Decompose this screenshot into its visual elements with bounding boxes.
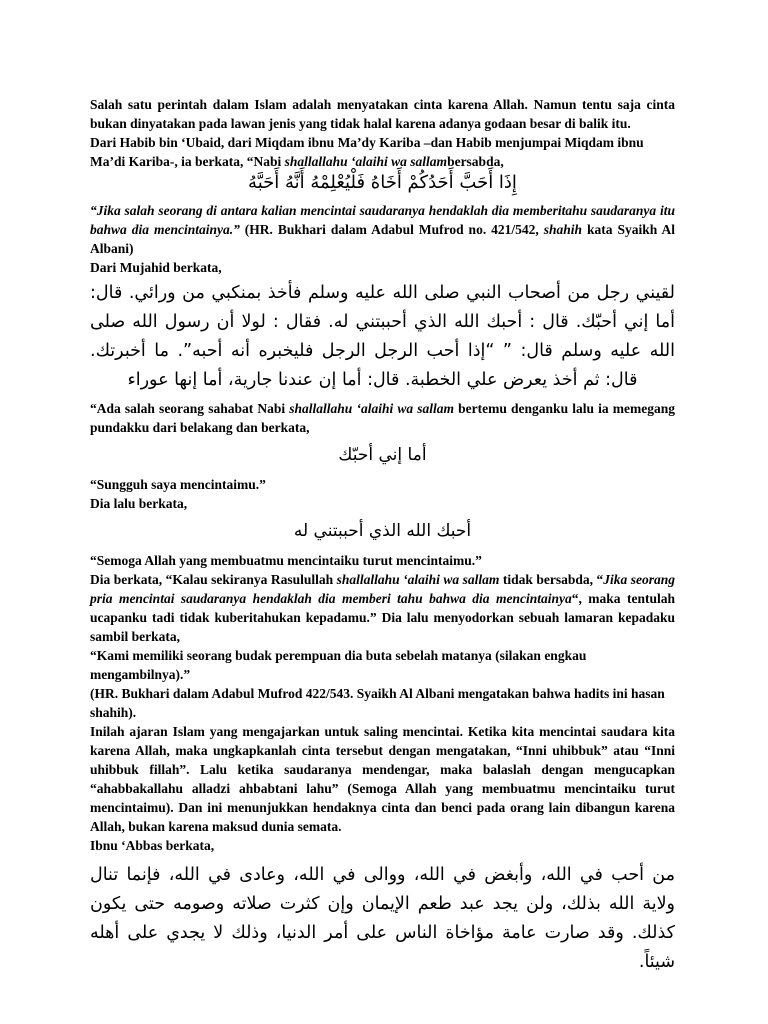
hadith-1-translation xyxy=(90,201,675,258)
hadith-2-translation xyxy=(90,399,675,437)
narration-text: Dia berkata, “Kalau sekiranya Rasulullah xyxy=(90,572,337,587)
continued-narration xyxy=(90,570,675,646)
arabic-hadith-1: إِذَا أَحَبَّ أَحَدُكُمْ أَخَاهُ فَلْيُعْلِمْهُ أَنَّهُ أَحَبَّهُ xyxy=(248,172,517,193)
arabic-phrase-ahabbaka: أحبك الله الذي أحببتني له xyxy=(293,521,472,541)
honorific-text: shallallahu ‘alaihi wa sallam xyxy=(289,401,455,416)
intro-paragraph: Salah satu perintah dalam Islam adalah menyatakan cinta karena Allah. Namun tentu saja cinta bukan dinyatakan pada lawan jenis yang tidak halal karena adanya godaan besar di balik itu. xyxy=(90,97,675,131)
translation-text-end: bertemu denganku lalu ia memegang pundakku dari belakang dan berkata, xyxy=(90,401,676,435)
narration-text-end: bersabda, xyxy=(447,154,504,169)
phrase-translation-2: “Semoga Allah yang membuatmu mencintaiku turut mencintaimu.” xyxy=(90,553,482,568)
dia-lalu-berkata: Dia lalu berkata, xyxy=(90,496,188,511)
mujahid-intro: Dari Mujahid berkata, xyxy=(90,260,222,275)
hadith-1-narration xyxy=(90,133,675,171)
grading-text: shahih xyxy=(543,222,583,237)
quoted-hadith-text: Jika seorang pria mencintai saudaranya hendaklah dia memberi tahu bahwa dia mencintainya xyxy=(90,572,675,606)
source-text: (HR. Bukhari dalam Adabul Mufrod no. 421/542, xyxy=(239,222,544,237)
honorific-bold-text: alaihi xyxy=(355,154,388,169)
arabic-ibnu-abbas-quote: من أحب في الله، وأبغض في الله، ووالى في الله، وعادى في الله، فإنما تنال ولاية الله بذلك، ولن يجد عبد طعم الإيمان وإن كثرت صلاته وصومه حتى يكون كذلك. وقد صارت عامة مؤاخاة الناس على أمر الدنيا، وذلك لا يجدي على أهله شيئاً. xyxy=(90,865,675,972)
narration-text-end: “, maka tentulah ucapanku tadi tidak kuberitahukan kepadamu.” Dia lalu menyodorkan sebuah lamaran kepadaku sambil berkata, xyxy=(90,591,675,644)
narration-text: Dari Habib bin ‘Ubaid, dari Miqdam ibnu Ma’dy Kariba –dan Habib menjumpai Miqdam ibnu Ma’di Kariba-, ia berkata, “Nabi xyxy=(90,135,644,169)
source-text-end: kata Syaikh Al Albani) xyxy=(90,222,675,256)
conclusion-paragraph: Inilah ajaran Islam yang mengajarkan untuk saling mencintai. Ketika kita mencintai saudara kita karena Allah, maka ungkapkanlah cinta tersebut dengan mengatakan, “Inni uhibbuk” atau “Inni uhibbuk fillah”. Lalu ketika saudaranya mendengar, maka balaslah dengan mengucapkan “ahabbakallahu alladzi ahbabtani lahu” (Semoga Allah yang membuatmu mencintaiku turut mencintaimu). Dan ini menunjukkan hendaknya cinta dan benci pada orang lain dibangun karena Allah, bukan karena maksud dunia semata. xyxy=(90,724,675,834)
proposal-quote: “Kami memiliki seorang budak perempuan dia buta sebelah matanya (silakan engkau mengambilnya).” xyxy=(90,648,587,682)
honorific-text: shallallahu ‘ xyxy=(284,154,356,169)
translation-text: “Ada salah seorang sahabat Nabi xyxy=(90,401,290,416)
arabic-hadith-2: لقيني رجل من أصحاب النبي صلى الله عليه وسلم فأخذ بمنكبي من ورائي. قال: أما إني أحبّك. قال : أحبك الله الذي أحببتني له. فقال : لولا أن رسول الله صلى الله عليه وسلم قال: ” “إذا أحب الرجل الرجل فليخبره أنه أحبه”. ما أخبرتك. قال: ثم أخذ يعرض علي الخطبة. قال: أما إن عندنا جارية، أما إنها عوراء xyxy=(90,283,675,390)
narration-text: tidak bersabda, “ xyxy=(499,572,604,587)
honorific-text: shallallahu ‘alaihi wa sallam xyxy=(336,572,500,587)
hadith-2-source: (HR. Bukhari dalam Adabul Mufrod 422/543. Syaikh Al Albani mengatakan bahwa hadits ini hasan shahih). xyxy=(90,686,665,720)
ibnu-abbas-intro: Ibnu ‘Abbas berkata, xyxy=(90,838,215,853)
arabic-phrase-inni-uhibbuk: أما إني أحبّك xyxy=(338,445,427,465)
document-page xyxy=(90,95,675,977)
translation-text: “Jika salah seorang di antara kalian mencintai saudaranya hendaklah dia memberitahu saudaranya itu bahwa dia mencintainya.” xyxy=(90,203,675,237)
honorific-text-end: wa sallam xyxy=(387,154,448,169)
phrase-translation-1: “Sungguh saya mencintaimu.” xyxy=(90,477,266,492)
